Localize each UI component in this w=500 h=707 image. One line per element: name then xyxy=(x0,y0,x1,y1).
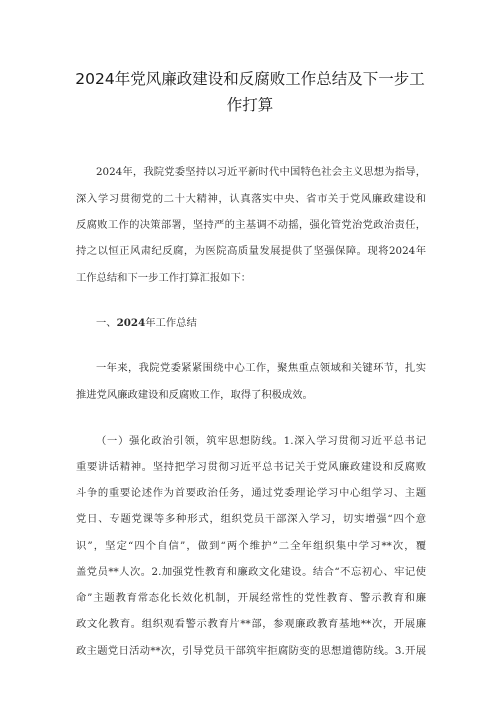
text-line: 工作总结和下一步工作打算汇报如下： xyxy=(76,272,252,284)
document-title-line-1: 2024年党风廉政建设和反腐败工作总结及下一步工 xyxy=(75,70,425,88)
text-line: （一）强化政治引领，筑牢思想防线。1.深入学习贯彻习近平总书记 xyxy=(96,435,426,447)
section-heading-1 xyxy=(96,314,197,332)
text-line: 深入学习贯彻党的二十大精神，认真落实中央、省市关于党风廉政建设和 xyxy=(76,193,426,205)
section-heading-suffix: 年工作总结 xyxy=(145,317,197,329)
text-line: 盖党员**人次。2.加强党性教育和廉政文化建设。结合“不忘初心、牢记使 xyxy=(76,566,426,578)
text-line: 重要讲话精神。坚持把学习贯彻习近平总书记关于党风廉政建设和反腐败 xyxy=(76,461,426,473)
section-heading-prefix: 一、 xyxy=(96,317,117,329)
text-line: 识”，坚定“四个自信”，做到“两个维护”二全年组织集中学习**次，覆 xyxy=(76,540,426,552)
document-title-line-2: 作打算 xyxy=(226,96,274,114)
text-line: 推进党风廉政建设和反腐败工作，取得了积极成效。 xyxy=(76,389,313,401)
text-line: 政文化教育。组织观看警示教育片**部，参观廉政教育基地**次，开展廉 xyxy=(76,618,426,630)
text-line: 命”主题教育常态化长效化机制，开展经常性的党性教育、警示教育和廉 xyxy=(76,592,426,604)
text-line: 2024年，我院党委坚持以习近平新时代中国特色社会主义思想为指导， xyxy=(96,166,426,178)
text-line: 一年来，我院党委紧紧围绕中心工作，聚焦重点领域和关键环节，扎实 xyxy=(96,362,426,374)
text-line: 斗争的重要论述作为首要政治任务，通过党委理论学习中心组学习、主题 xyxy=(76,487,426,499)
text-line: 党日、专题党课等多种形式，组织党员干部深入学习，切实增强“四个意 xyxy=(76,513,426,525)
section-heading-year: 2024 xyxy=(116,317,146,329)
text-line: 政主题党日活动**次，引导党员干部筑牢拒腐防变的思想道德防线。3.开展 xyxy=(76,645,426,657)
text-line: 持之以恒正风肃纪反腐，为医院高质量发展提供了坚强保障。现将2024年 xyxy=(76,245,426,257)
text-line: 反腐败工作的决策部署，坚持严的主基调不动摇，强化管党治党政治责任， xyxy=(76,219,426,231)
